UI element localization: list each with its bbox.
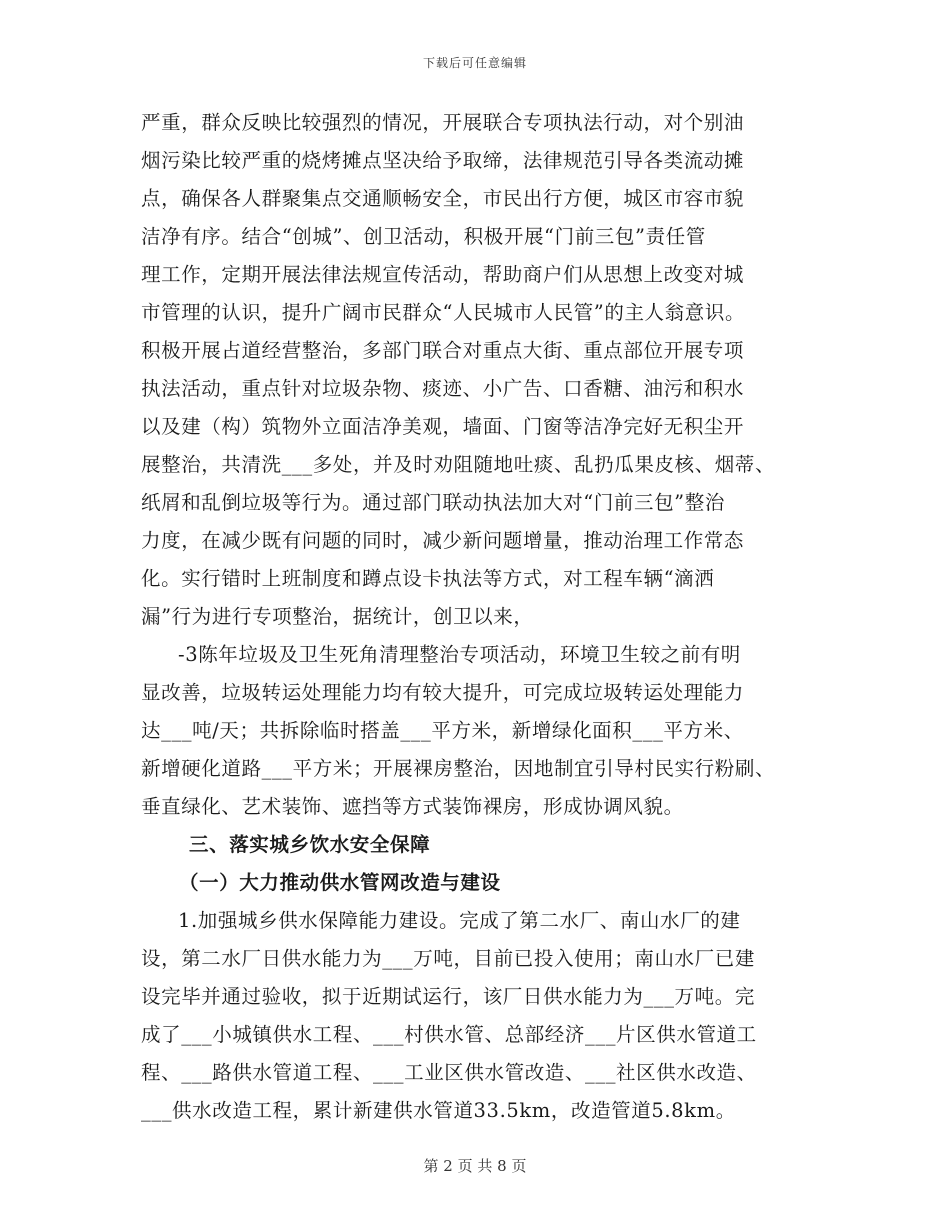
document-body xyxy=(141,104,821,1130)
paragraph-start-line: 1.加强城乡供水保障能力建设。完成了第二水厂、南山水厂的建 xyxy=(178,909,741,932)
body-line: 洁净有序。结合“创城”、创卫活动，积极开展“门前三包”责任管 xyxy=(141,225,706,248)
body-line: 点，确保各人群聚集点交通顺畅安全，市民出行方便，城区市容市貌 xyxy=(141,187,745,210)
body-line: 新增硬化道路___平方米；开展裸房整治，因地制宜引导村民实行粉刷、 xyxy=(141,757,776,780)
body-line: 理工作，定期开展法律法规宣传活动，帮助商户们从思想上改变对城 xyxy=(141,263,745,286)
body-line: 垂直绿化、艺术装饰、遮挡等方式装饰裸房，形成协调风貌。 xyxy=(141,795,684,818)
body-line: 积极开展占道经营整治，多部门联合对重点大街、重点部位开展专项 xyxy=(141,339,745,362)
body-line: 达___吨/天；共拆除临时搭盖___平方米，新增绿化面积___平方米、 xyxy=(141,719,744,742)
body-line: 严重，群众反映比较强烈的情况，开展联合专项执法行动，对个别油 xyxy=(141,111,745,134)
subsection-heading: （一）大力推动供水管网改造与建设 xyxy=(179,871,501,894)
section-heading: 三、落实城乡饮水安全保障 xyxy=(189,833,431,856)
body-line: 成了___小城镇供水工程、___村供水管、总部经济___片区供水管道工 xyxy=(141,1023,757,1046)
body-line: 纸屑和乱倒垃圾等行为。通过部门联动执法加大对“门前三包”整治 xyxy=(141,491,725,514)
body-line: 显改善，垃圾转运处理能力均有较大提升，可完成垃圾转运处理能力 xyxy=(141,681,745,704)
body-line: 设完毕并通过验收，拟于近期试运行，该厂日供水能力为___万吨。完 xyxy=(141,985,755,1008)
body-line: ___供水改造工程，累计新建供水管道33.5km，改造管道5.8km。 xyxy=(141,1099,736,1122)
body-line: 力度，在减少既有问题的同时，减少新问题增量，推动治理工作常态 xyxy=(141,529,745,552)
body-line: 以及建（构）筑物外立面洁净美观，墙面、门窗等洁净完好无积尘开 xyxy=(141,415,745,438)
body-line: 市管理的认识，提升广阔市民群众“人民城市人民管”的主人翁意识。 xyxy=(141,301,746,324)
body-line: 执法活动，重点针对垃圾杂物、痰迹、小广告、口香糖、油污和积水 xyxy=(141,377,745,400)
body-line: 程、___路供水管道工程、___工业区供水管改造、___社区供水改造、 xyxy=(141,1061,757,1084)
body-line: 漏”行为进行专项整治，据统计，创卫以来， xyxy=(141,605,534,628)
body-line: 设，第二水厂日供水能力为___万吨，目前已投入使用；南山水厂已建 xyxy=(141,947,755,970)
paragraph-start-line: -3陈年垃圾及卫生死角清理整治专项活动，环境卫生较之前有明 xyxy=(178,643,741,666)
page-header: 下载后可任意编辑 xyxy=(422,56,527,70)
body-line: 化。实行错时上班制度和蹲点设卡执法等方式，对工程车辆“滴洒 xyxy=(141,567,715,590)
body-line: 烟污染比较严重的烧烤摊点坚决给予取缔，法律规范引导各类流动摊 xyxy=(141,149,745,172)
page-number: 第 2 页 共 8 页 xyxy=(423,1157,527,1175)
body-line: 展整治，共清洗___多处，并及时劝阻随地吐痰、乱扔瓜果皮核、烟蒂、 xyxy=(141,453,776,476)
